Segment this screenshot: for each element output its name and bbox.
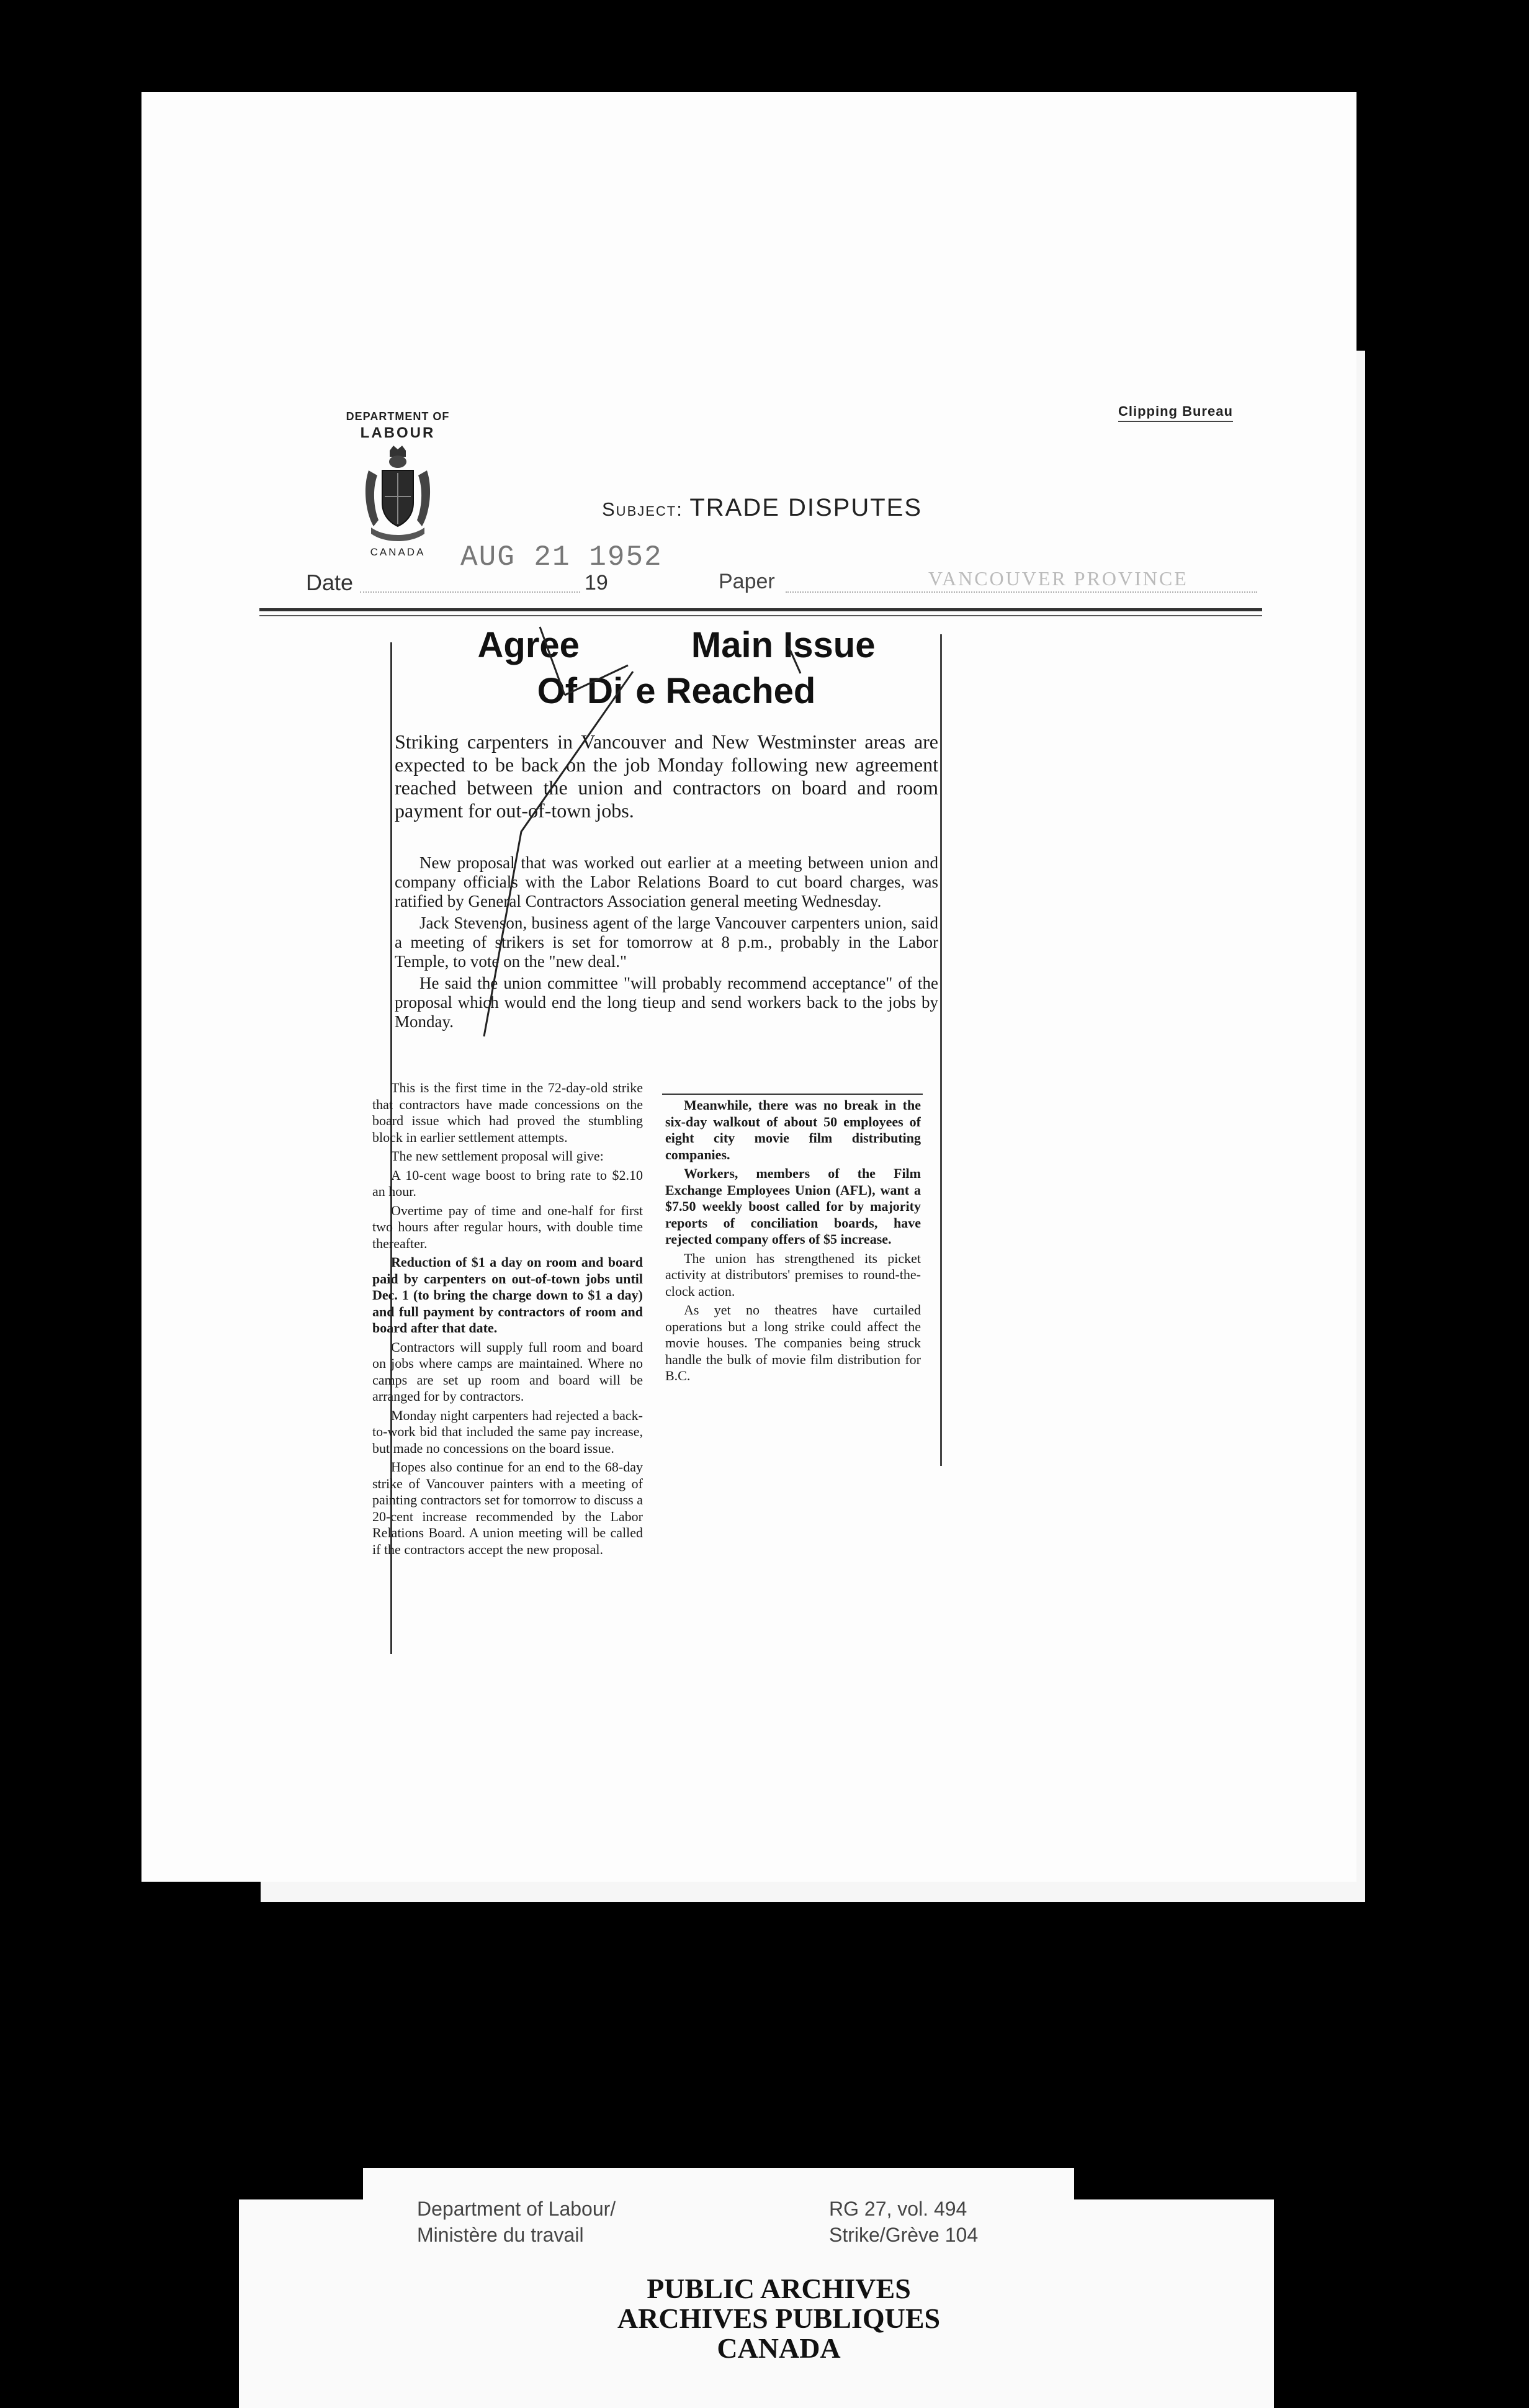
- archive-title-en: PUBLIC ARCHIVES: [647, 2273, 911, 2304]
- article-paragraph: The new settlement proposal will give:: [391, 1148, 604, 1164]
- subject-label: Subject:: [602, 498, 683, 520]
- date-stamp: AUG 21 1952: [460, 541, 663, 573]
- article-lede: Striking carpenters in Vancouver and New Westminster areas are expected to be back on the job Monday following new agreement reached between the union and contractors on board and room payment for out-of-town jobs.: [395, 730, 938, 822]
- archive-label-reference: [829, 2196, 978, 2248]
- article-paragraph: As yet no theatres have curtailed operations but a long strike could affect the movie houses. The companies being struck handle the bulk of movie film distribution for B.C.: [665, 1302, 921, 1383]
- headline-fragment-1b: Main Issue: [691, 625, 876, 665]
- date-fill-line: [360, 591, 580, 593]
- article-paragraph: Meanwhile, there was no break in the six-day walkout of about 50 employees of eight city movie film distributing companies.: [665, 1097, 921, 1162]
- article-paragraph: Contractors will supply full room and board on jobs where camps are maintained. Where no camps are set up room and board will be arranged for by contractors.: [372, 1339, 643, 1404]
- headline-line-2: [410, 668, 943, 714]
- article-column-left: [372, 1080, 643, 1560]
- subject-line: [602, 494, 922, 522]
- article-paragraph: Reduction of $1 a day on room and board paid by carpenters on out-of-town jobs until Dec. 1 (to bring the charge down to $1 a day) and full payment by contractors of room and board after that date.: [372, 1254, 643, 1336]
- article-paragraph: The union has strengthened its picket activity at distributors' premises to round-the-clock action.: [665, 1250, 921, 1299]
- headline-fragment-2a: Of Di: [537, 671, 624, 711]
- article-paragraph: Workers, members of the Film Exchange Employees Union (AFL), want a $7.50 weekly boost called for by majority reports of conciliation boards, have rejected company offers of $5 increase.: [665, 1166, 921, 1247]
- clipping-right-edge: [940, 634, 942, 1466]
- archive-title: [487, 2274, 1070, 2363]
- canada-caption: CANADA: [370, 546, 426, 558]
- article-paragraph: New proposal that was worked out earlier at a meeting between union and company officials with the Labor Relations Board to cut board charges, was ratified by General Contractors Association general meeting Wednesday.: [395, 853, 938, 910]
- paper-value: VANCOUVER PROVINCE: [928, 567, 1188, 590]
- year-label: 19: [585, 571, 608, 595]
- headline-fragment-1a: Agree: [477, 625, 580, 665]
- archive-dept-en: Department of Labour/: [417, 2198, 616, 2220]
- paper-fill-line: [786, 591, 1257, 593]
- archive-title-fr: ARCHIVES PUBLIQUES: [617, 2302, 941, 2334]
- date-label: Date: [306, 570, 354, 595]
- coat-of-arms-icon: [360, 446, 436, 545]
- archive-label-department: [417, 2196, 616, 2248]
- department-heading: [341, 410, 454, 442]
- header-rule: [259, 608, 1262, 611]
- headline-fragment-2b: e Reached: [635, 671, 816, 711]
- headline-line-1: [410, 622, 943, 668]
- article-paragraph: This is the first time in the 72-day-old strike that contractors have made concessions on the board issue which had proved the stumbling block in earlier settlement attempts.: [372, 1080, 643, 1145]
- article-paragraph: Monday night carpenters had rejected a back-to-work bid that included the same pay increase, but made no concessions on the board issue.: [372, 1407, 643, 1456]
- department-of-text: DEPARTMENT OF: [346, 410, 450, 423]
- column-divider: [662, 1094, 923, 1095]
- archive-record-group: RG 27, vol. 494: [829, 2198, 967, 2220]
- archive-title-country: CANADA: [717, 2332, 841, 2364]
- header-rule-thin: [259, 615, 1262, 616]
- article-paragraph: Jack Stevenson, business agent of the large Vancouver carpenters union, said a meeting of strikers is set for tomorrow at 8 p.m., probably in the Labor Temple, to vote on the "new deal.": [395, 914, 938, 971]
- paper-label: Paper: [719, 570, 775, 593]
- article-body-wide: [395, 853, 938, 1034]
- labour-text: LABOUR: [360, 425, 436, 441]
- article-paragraph: He said the union committee "will probably recommend acceptance" of the proposal which would end the long tieup and send workers back to the jobs by Monday.: [395, 974, 938, 1031]
- subject-value: TRADE DISPUTES: [689, 494, 923, 521]
- clipping-bureau-label: Clipping Bureau: [1118, 403, 1233, 422]
- archive-strike-number: Strike/Grève 104: [829, 2224, 979, 2246]
- article-paragraph: A 10-cent wage boost to bring rate to $2.10 an hour.: [372, 1167, 643, 1199]
- article-headline: [410, 622, 943, 714]
- archive-dept-fr: Ministère du travail: [417, 2224, 584, 2246]
- article-paragraph: Hopes also continue for an end to the 68-day strike of Vancouver painters with a meeting of painting contractors set for tomorrow to discuss a 20-cent increase recommended by the Labor Relations Board. A union meeting will be called if the contractors accept the new proposal.: [372, 1459, 643, 1557]
- article-column-right: [665, 1097, 921, 1470]
- article-paragraph: Overtime pay of time and one-half for first two hours after regular hours, with double time thereafter.: [372, 1202, 643, 1251]
